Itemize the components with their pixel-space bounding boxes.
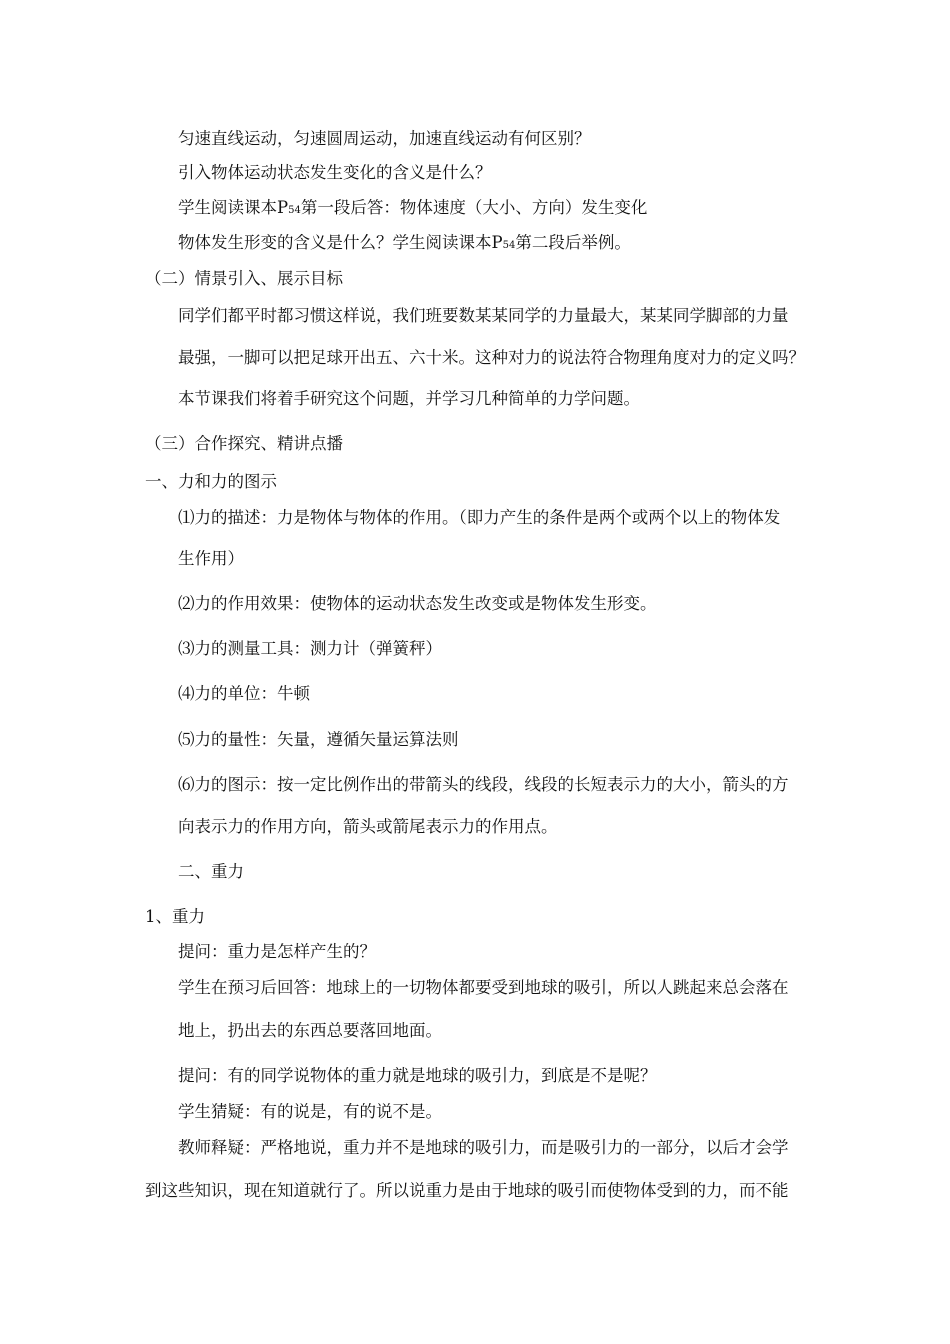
section-heading: 1、重力 [145, 907, 205, 926]
paragraph-line: 学生猜疑：有的说是，有的说不是。 [178, 1102, 442, 1121]
text-run: 物体发生形变的含义是什么？学生阅读课本P [178, 233, 503, 252]
section-heading: （三）合作探究、精讲点播 [145, 434, 343, 453]
paragraph-line: 教师释疑：严格地说，重力并不是地球的吸引力，而是吸引力的一部分，以后才会学 [178, 1138, 789, 1157]
text-run: 第二段后举例。 [515, 233, 631, 252]
paragraph-line [178, 232, 631, 257]
paragraph-line: 匀速直线运动，匀速圆周运动，加速直线运动有何区别？ [178, 129, 591, 148]
paragraph-line: 学生在预习后回答：地球上的一切物体都要受到地球的吸引，所以人跳起来总会落在 [178, 978, 789, 997]
paragraph-line: 最强，一脚可以把足球开出五、六十米。这种对力的说法符合物理角度对力的定义吗？ [178, 348, 805, 367]
list-item: ⑹力的图示：按一定比例作出的带箭头的线段，线段的长短表示力的大小，箭头的方 [178, 775, 789, 794]
text-run: 第一段后答：物体速度（大小、方向）发生变化 [300, 198, 648, 217]
paragraph-line: 提问：有的同学说物体的重力就是地球的吸引力，到底是不是呢？ [178, 1066, 657, 1085]
text-run: 学生阅读课本P [178, 198, 289, 217]
paragraph-line: 提问：重力是怎样产生的？ [178, 942, 376, 961]
list-item: ⑷力的单位：牛顿 [178, 684, 310, 703]
page-subscript: 54 [502, 240, 516, 251]
page-subscript: 54 [288, 205, 301, 216]
paragraph-line [178, 197, 647, 222]
list-item-continuation: 向表示力的作用方向，箭头或箭尾表示力的作用点。 [178, 817, 558, 836]
paragraph-line: 到这些知识，现在知道就行了。所以说重力是由于地球的吸引而使物体受到的力，而不能 [145, 1181, 789, 1200]
section-heading: 二、重力 [178, 862, 244, 881]
list-item-continuation: 生作用） [178, 549, 244, 568]
paragraph-line: 本节课我们将着手研究这个问题，并学习几种简单的力学问题。 [178, 389, 640, 408]
list-item: ⑸力的量性：矢量，遵循矢量运算法则 [178, 730, 459, 749]
list-item: ⑶力的测量工具：测力计（弹簧秤） [178, 639, 442, 658]
list-item: ⑵力的作用效果：使物体的运动状态发生改变或是物体发生形变。 [178, 594, 657, 613]
list-item: ⑴力的描述：力是物体与物体的作用。（即力产生的条件是两个或两个以上的物体发 [178, 508, 781, 527]
paragraph-line: 地上，扔出去的东西总要落回地面。 [178, 1021, 442, 1040]
section-heading: 一、力和力的图示 [145, 472, 277, 491]
paragraph-line: 引入物体运动状态发生变化的含义是什么？ [178, 163, 492, 182]
section-heading: （二）情景引入、展示目标 [145, 269, 343, 288]
paragraph-line: 同学们都平时都习惯这样说，我们班要数某某同学的力量最大，某某同学脚部的力量 [178, 306, 789, 325]
